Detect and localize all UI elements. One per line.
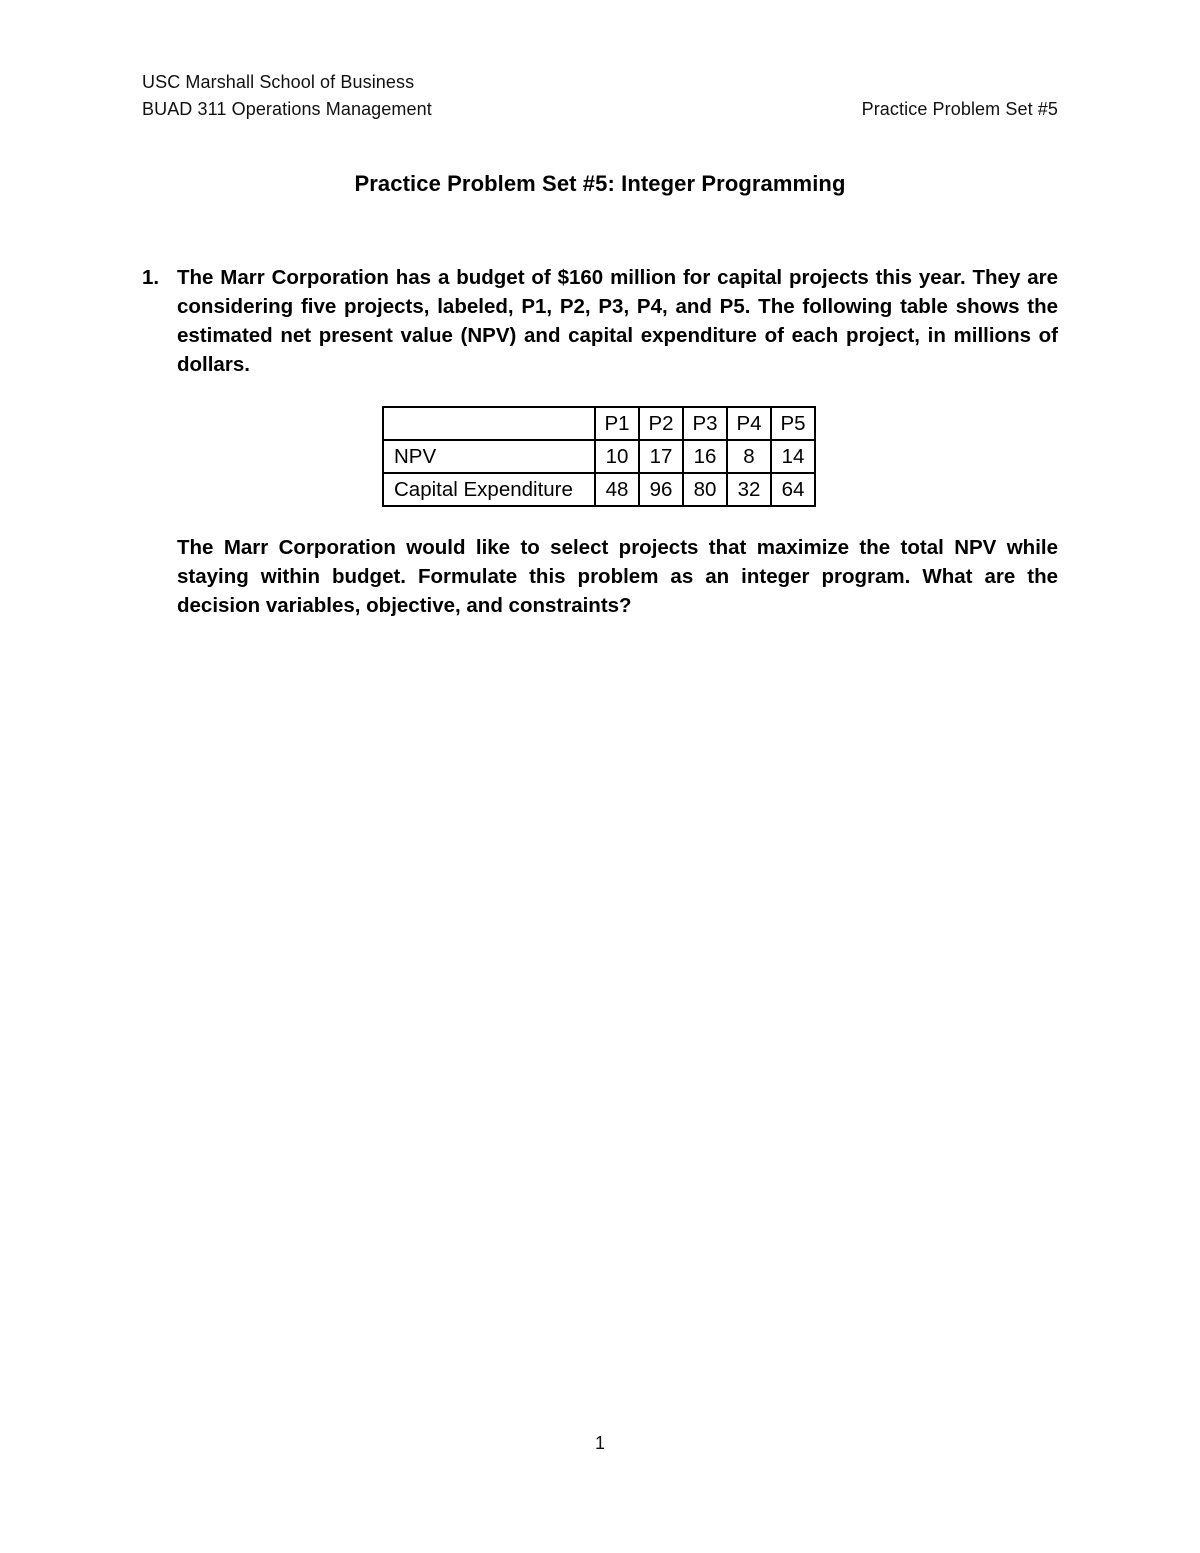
- problem-1: [142, 263, 1058, 379]
- table-corner-cell: [383, 407, 595, 440]
- table-row-label: NPV: [383, 440, 595, 473]
- table-cell: 96: [639, 473, 683, 506]
- table-cell: 64: [771, 473, 815, 506]
- header-course: BUAD 311 Operations Management: [142, 99, 432, 119]
- page-title: Practice Problem Set #5: Integer Programming: [354, 171, 846, 196]
- problem-number: 1.: [142, 266, 160, 289]
- problem-text: The Marr Corporation has a budget of $160 million for capital projects this year. They are considering five projects, labeled, P1, P2, P3, P4, and P5. The following table shows the estimated net present value (NPV) and capital expenditure of each project, in millions of dollars.: [177, 266, 1058, 376]
- table-header-row: [383, 407, 815, 440]
- table-cell: 10: [595, 440, 639, 473]
- table-cell: 17: [639, 440, 683, 473]
- table-cell: 32: [727, 473, 771, 506]
- table-header-cell: P5: [771, 407, 815, 440]
- header-school: USC Marshall School of Business: [142, 72, 415, 92]
- header-set-label: Practice Problem Set #5: [861, 99, 1058, 119]
- project-table: [382, 406, 816, 507]
- table-cell: 8: [727, 440, 771, 473]
- table-cell: 80: [683, 473, 727, 506]
- page-number: 1: [594, 1433, 605, 1453]
- table-header-cell: P4: [727, 407, 771, 440]
- table-header-cell: P1: [595, 407, 639, 440]
- table-row-label: Capital Expenditure: [383, 473, 595, 506]
- table-cell: 14: [771, 440, 815, 473]
- table-cell: 16: [683, 440, 727, 473]
- table-row: [383, 473, 815, 506]
- table-cell: 48: [595, 473, 639, 506]
- problem-question: The Marr Corporation would like to select projects that maximize the total NPV while staying within budget. Formulate this problem as an integer program. What are the decision variables, objective, and constraints?: [177, 536, 1058, 617]
- header-course-row: [142, 99, 1058, 120]
- table-row: [383, 440, 815, 473]
- table-header-cell: P3: [683, 407, 727, 440]
- table-header-cell: P2: [639, 407, 683, 440]
